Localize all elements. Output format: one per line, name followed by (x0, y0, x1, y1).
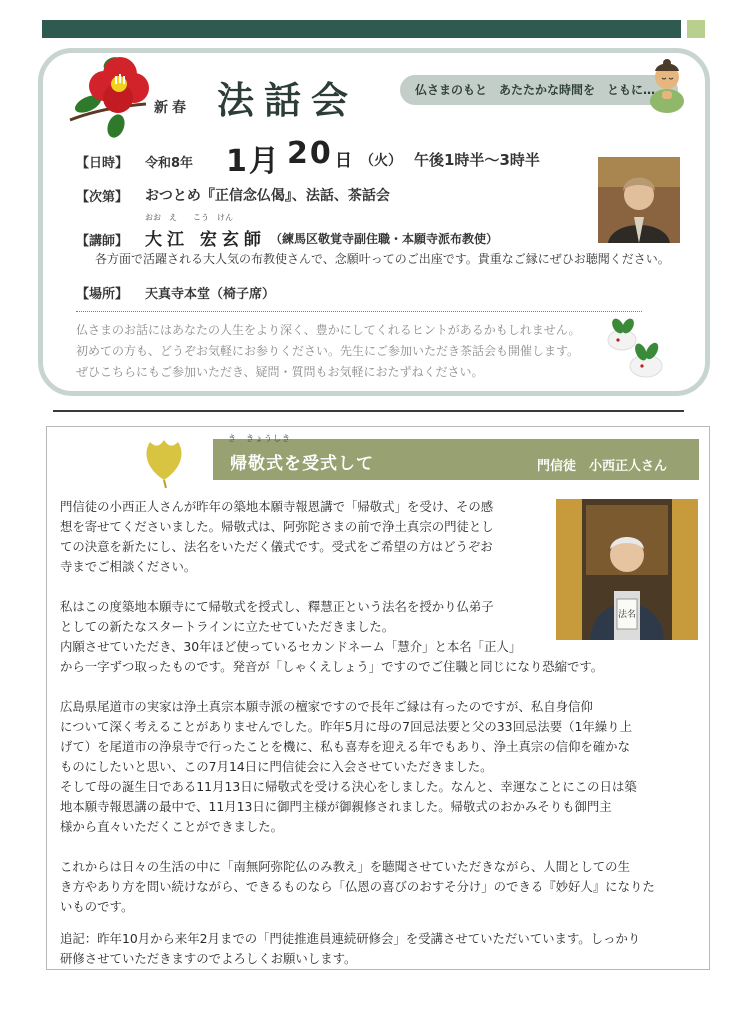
article-line: ものにしたいと思い、この7月14日に門信徒会に入会させていただきました。 (60, 759, 493, 774)
snow-rabbit-illustration (604, 318, 666, 382)
date-time: 午後1時半～3時半 (414, 151, 540, 169)
article-line: について深く考えることがありませんでした。昨年5月に母の7回忌法要と父の33回忌法要（1年繰り上 (60, 719, 632, 734)
article-line: 門信徒の小西正人さんが昨年の築地本願寺報恩講で「帰敬式」を受け、その感 (60, 499, 494, 514)
article-title: 帰敬式を受式して (230, 454, 374, 474)
invitation-line-1: 仏さまのお話にはあなたの人生をより深く、豊かにしてくれるヒントがあるかもしれません。 (76, 323, 581, 337)
article-line: 研修させていただきますのでよろしくお願いします。 (60, 951, 357, 966)
speaker-ruby: おお え こう けん (145, 213, 233, 222)
date-label: 【日時】 (76, 156, 129, 171)
article-line: としての新たなスタートラインに立たせていただきました。 (60, 619, 395, 634)
article-line: これからは日々の生活の中に「南無阿弥陀仏のみ教え」を聴聞させていただきながら、人間としての生 (60, 859, 630, 874)
speaker-description: 各方面で活躍される大人気の布教使さんで、念願叶ってのご出座です。貴重なご縁にぜひお聴聞ください。 (95, 252, 670, 266)
article-line: から一字ずつ取ったものです。発音が「しゃくえしょう」ですのでご住職と同じになり恐縮です。 (60, 659, 604, 674)
article-line: そして母の誕生日である11月13日に帰敬式を受ける決心をしました。なんと、幸運なことにこの日は築 (60, 779, 637, 794)
top-band (42, 20, 681, 38)
place-label: 【場所】 (76, 287, 129, 302)
event-title: 法話会 (217, 78, 358, 122)
date-day-suffix: 日 (335, 151, 352, 171)
article-line: 様から直々いただくことができました。 (60, 819, 284, 834)
article-line: いものです。 (60, 899, 134, 914)
article-line: 地本願寺報恩講の最中で、11月13日に御門主様が御親修されました。帰敬式のおかみそりも御門主 (60, 799, 612, 814)
article-line: 想を寄せてくださいました。帰敬式は、阿弥陀さまの前で浄土真宗の門徒とし (60, 519, 494, 534)
camellia-icon (66, 46, 162, 138)
section-divider (53, 410, 684, 412)
invitation-line-2: 初めての方も、どうぞお気軽にお参りください。先生にご参加いただき茶話会も開催します。 (76, 344, 580, 358)
article-line: 広島県尾道市の実家は浄土真宗本願寺派の檀家ですので長年ご縁は有ったのですが、私自身信仰 (60, 699, 593, 714)
article-byline: 門信徒 小西正人さん (537, 459, 668, 474)
article-line: 内願させていただき、30年ほど使っているセカンドネーム「慧介」と本名「正人」 (60, 639, 522, 654)
place-value: 天真寺本堂（椅子席） (145, 287, 276, 302)
ginkgo-leaf-icon (138, 436, 190, 488)
date-era: 令和8年 (145, 156, 194, 171)
buddha-illustration (647, 57, 687, 113)
speaker-photo (598, 157, 680, 243)
speaker-affiliation: （練馬区敬覚寺副住職・本願寺派布教使） (270, 232, 499, 246)
member-photo (556, 499, 698, 640)
speaker-label: 【講師】 (76, 234, 129, 249)
program-label: 【次第】 (76, 190, 129, 205)
date-weekday: （火） (360, 153, 402, 169)
article-line: げて）を尾道市の浄泉寺で行ったことを機に、私も喜寿を迎える年でもあり、浄土真宗の信仰を確かな (60, 739, 630, 754)
invitation-line-3: ぜひこちらにもご参加いただき、疑問・質問もお気軽におたずねください。 (76, 365, 484, 379)
article-line: ての決意を新たにし、法名をいただく儀式です。受式をご希望の方はどうぞお (60, 539, 493, 554)
date-day: 20 (287, 136, 333, 171)
dotted-divider (76, 311, 642, 312)
event-tagline: 仏さまのもと あたたかな時間を ともに… (400, 75, 678, 105)
top-accent-square (687, 20, 705, 38)
article-line: 寺までご相談ください。 (60, 559, 197, 574)
article-title-ruby: き きょうしき (228, 434, 291, 443)
article-line: 私はこの度築地本願寺にて帰敬式を授式し、釋慧正という法名を授かり仏弟子 (60, 599, 494, 614)
article-line: 追記：昨年10月から来年2月までの「門徒推進員連続研修会」を受講させていただいています。しっかり (60, 931, 641, 946)
photo-card-text: 法名 (617, 610, 637, 620)
program-value: おつとめ『正信念仏偈』、法話、茶話会 (145, 188, 390, 204)
event-prefix: 新春 (154, 100, 190, 116)
speaker-name: 大江 宏玄師 (145, 230, 266, 250)
date-month: 1月 (226, 144, 281, 179)
article-line: き方やあり方を問い続けながら、できるものなら「仏恩の喜びのおすそ分け」のできる『妙好人』になりた (60, 879, 655, 894)
